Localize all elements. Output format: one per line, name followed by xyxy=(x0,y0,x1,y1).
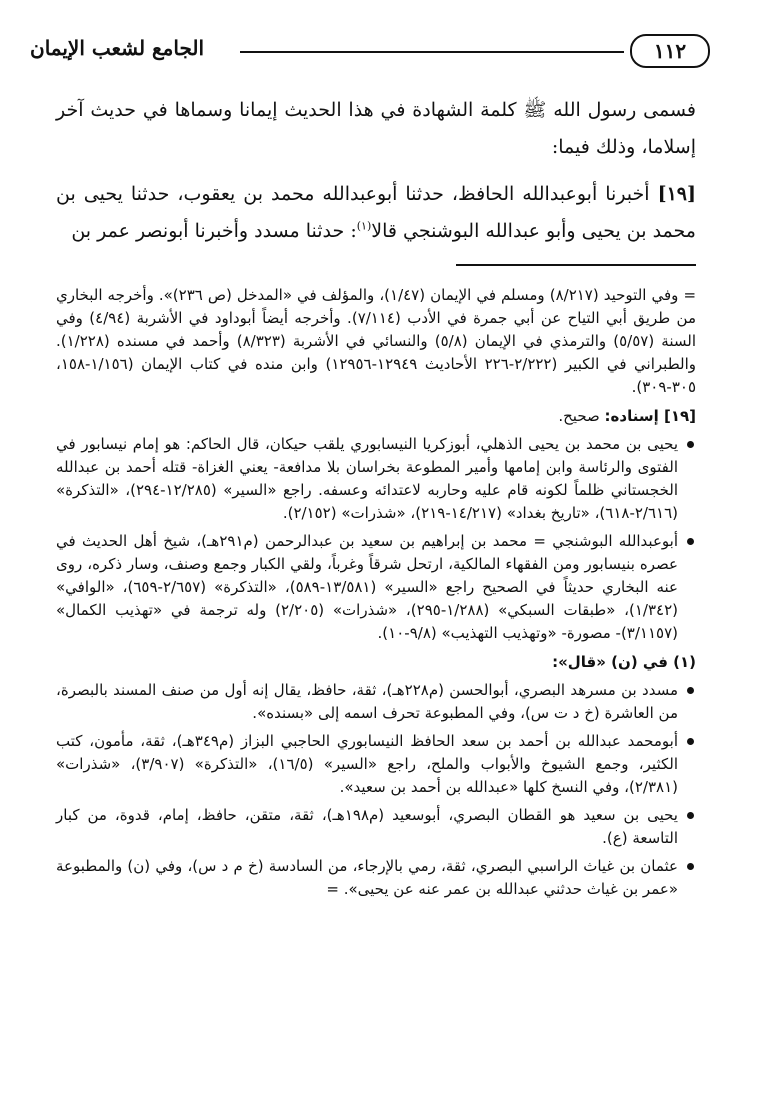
narrator-item xyxy=(56,530,696,645)
narrator-text: يحيى بن سعيد هو القطان البصري، أبوسعيد (م١٩٨هـ)، ثقة، متقن، حافظ، إمام، قدوة، من كبار التاسعة (ع). xyxy=(56,806,678,847)
narrator-item xyxy=(56,679,696,725)
page-number: ١١٢ xyxy=(630,34,710,68)
isnad-heading xyxy=(56,405,696,428)
bullet-icon xyxy=(687,538,694,545)
narrator-text: مسدد بن مسرهد البصري، أبوالحسن (م٢٢٨هـ)، ثقة، حافظ، يقال إنه أول من صنف المسند بالبصرة، من العاشرة (خ د ت س)، وفي المطبوعة تحرف اسمه إلى «بسنده». xyxy=(56,681,678,722)
narrator-item xyxy=(56,804,696,850)
bullet-icon xyxy=(687,738,694,745)
narrator-text: أبومحمد عبدالله بن أحمد بن سعد الحافظ النيسابوري الحاجبي البزاز (م٣٤٩هـ)، ثقة، مأمون، كتب الكثير، وجمع الشيوخ والأبواب والملح، راجع «السير» (١٦/٥)، «التذكرة» (٣/٩٠٧)، «شذرات» (٢/٣٨١)، وفي النسخ كلها «عبدالله بن أحمد بن سعيد». xyxy=(56,732,678,796)
footnotes xyxy=(56,284,696,901)
bullet-icon xyxy=(687,812,694,819)
hadith-text-part2: : حدثنا مسدد وأخبرنا أبونصر عمر بن xyxy=(71,220,357,242)
note1-section xyxy=(56,651,696,901)
footnote-reference: (١) xyxy=(356,219,372,233)
narrator-item xyxy=(56,433,696,525)
main-paragraph: فسمى رسول الله ﷺ كلمة الشهادة في هذا الحديث إيمانا وسماها في حديث آخر إسلاما، وذلك فيما: xyxy=(56,99,696,158)
main-text xyxy=(56,92,696,250)
footnote-separator xyxy=(456,264,696,266)
header-rule xyxy=(240,51,624,53)
isnad-grade: صحيح. xyxy=(558,407,600,425)
isnad-section xyxy=(56,405,696,645)
narrator-text: عثمان بن غياث الراسبي البصري، ثقة، رمي بالإرجاء، من السادسة (خ م د س)، وفي (ن) والمطبوعة «عمر بن غياث حدثني عبدالله بن عمر عنه عن يحيى». = xyxy=(56,857,678,898)
page-header xyxy=(30,34,710,74)
hadith-paragraph xyxy=(56,176,696,250)
bullet-icon xyxy=(687,441,694,448)
footnote-continuation: = وفي التوحيد (٨/٢١٧) ومسلم في الإيمان (١/٤٧)، والمؤلف في «المدخل (ص ٢٣٦)». وأخرجه البخاري من طريق أبي التياح عن أبي جمرة في الأدب (٧/١١٤). وأخرجه أيضاً أبوداود في الأشربة (٤/٩٤) وفي السنة (٥/٥٧) والترمذي في الإيمان (٥/٨) والنسائي في الأشربة (٨/٣٢٣) وأحمد في مسنده (١/٢٢٨). والطبراني في الكبير (٢/٢٢٢-٢٢٦ الأحاديث ١٢٩٤٩-١٢٩٥٦) وابن منده في كتاب الإيمان (١/١٥٦-١٥٨، ٣٠٥-٣٠٩). xyxy=(56,286,697,396)
narrator-item xyxy=(56,730,696,799)
isnad-label: [١٩] إسناده: xyxy=(604,407,696,425)
hadith-number: [١٩] xyxy=(657,183,696,205)
bullet-icon xyxy=(687,863,694,870)
hadith-text-part1: أخبرنا أبوعبدالله الحافظ، حدثنا أبوعبدالله محمد بن يعقوب، حدثنا يحيى بن محمد بن يحيى وأبو عبدالله البوشنجي قالا xyxy=(56,183,696,242)
narrator-text: أبوعبدالله البوشنجي = محمد بن إبراهيم بن سعيد بن عبدالرحمن (م٢٩١هـ)، شيخ أهل الحديث في عصره بنيسابور ومن الفقهاء المالكية، ارتحل شرقاً وغرباً، ولقي الكبار وجمع وصنف، وسار ذكره، روى عنه البخاري حديثاً في الصحيح راجع «السير» (١٣/٥٨١-٥٨٩)، «التذكرة» (٢/٦٥٧-٦٥٩)، «الوافي» (١/٣٤٢)، «طبقات السبكي» (١/٢٨٨-٢٩٥)، «شذرات» (٢/٢٠٥) وله ترجمة في «تهذيب الكمال» (٣/١١٥٧)- مصورة- «وتهذيب التهذيب» (٩/٨-١٠). xyxy=(56,532,678,642)
narrator-item xyxy=(56,855,696,901)
note1-label: (١) في (ن) «قال»: xyxy=(552,653,696,671)
bullet-icon xyxy=(687,687,694,694)
book-title: الجامع لشعب الإيمان xyxy=(30,36,205,60)
narrator-text: يحيى بن محمد بن يحيى الذهلي، أبوزكريا النيسابوري يلقب حيكان، قال الحاكم: هو إمام نيسابور في الفتوى والرئاسة وابن إمامها وأمير المطوعة بخراسان بلا مدافعة- يعني الغزاة- قتله أحمد بن عبدالله الخجستاني ظلماً لكونه قام عليه وحاربه لاعتدائه وعسفه. راجع «السير» (١٢/٢٨٥-٢٩٤)، «التذكرة» (٢/٦١٦-٦١٨)، «تاريخ بغداد» (١٤/٢١٧-٢١٩)، «شذرات» (٢/١٥٢). xyxy=(56,435,679,522)
